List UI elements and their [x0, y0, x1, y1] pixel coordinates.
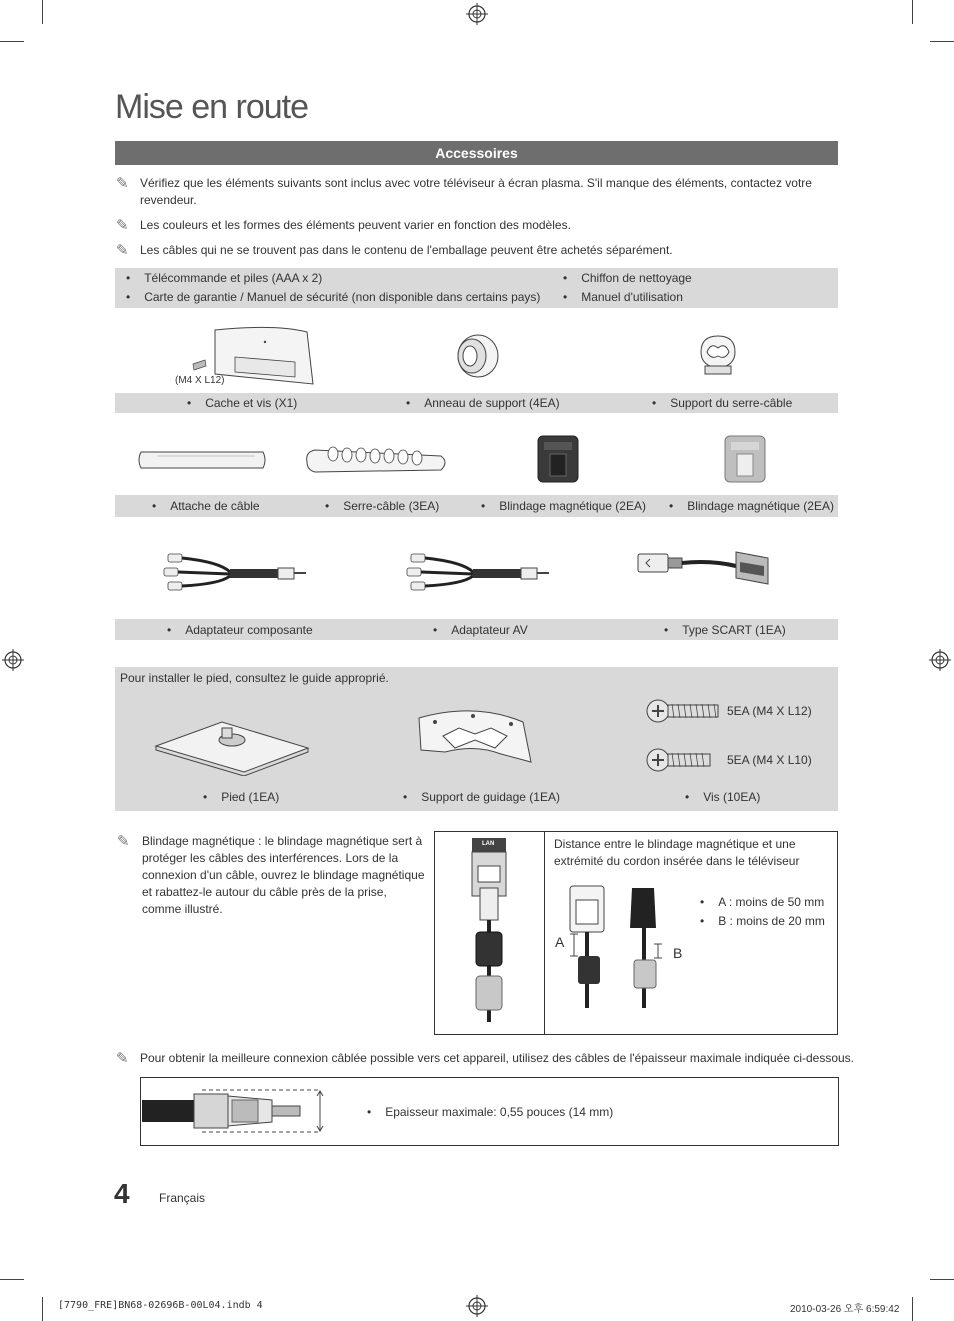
component-adapter-illustration	[160, 550, 310, 596]
screw-a-label: 5EA (M4 X L12)	[727, 704, 812, 718]
wire-clamp-illustration	[303, 440, 449, 476]
wire-holder-illustration	[693, 332, 743, 378]
note-text: Les câbles qui ne se trouvent pas dans le contenu de l'emballage peuvent être achetés séparément.	[140, 243, 673, 257]
list-item: • Pied (1EA)	[203, 790, 279, 804]
crop-mark	[42, 1297, 43, 1321]
pencil-note-icon: ✎	[116, 217, 129, 234]
footer-file-info: [7790_FRE]BN68-02696B-00L04.indb 4	[58, 1300, 263, 1311]
lan-label: LAN	[482, 841, 495, 847]
note-text: Les couleurs et les formes des éléments peuvent varier en fonction des modèles.	[140, 218, 571, 232]
list-item: • Epaisseur maximale: 0,55 pouces (14 mm)	[367, 1105, 613, 1119]
box-divider	[544, 831, 545, 1034]
lan-port-ferrite-illustration	[462, 836, 518, 1028]
crop-mark	[912, 1297, 913, 1321]
footer-language: Français	[159, 1191, 206, 1205]
note-text: Blindage magnétique : le blindage magnétique sert à protéger les câbles des interférences. Lors de la connexion d'un câble, ouvrez le blindage magnétique et rabattez-le autour du câble près de la prise, comme illustré.	[142, 834, 425, 916]
distance-diagram-illustration	[562, 884, 682, 1014]
list-item: • Vis (10EA)	[685, 790, 760, 804]
ferrite-core-gray-illustration	[723, 434, 767, 484]
note-text: Pour obtenir la meilleure connexion câblée possible vers cet appareil, utilisez des câbles de l'épaisseur maximale indiquée ci-dessous.	[140, 1051, 855, 1065]
list-item: • Type SCART (1EA)	[664, 623, 786, 637]
note-3	[116, 242, 836, 259]
pencil-note-icon: ✎	[116, 1050, 129, 1067]
registration-mark-icon	[2, 649, 24, 671]
note-1	[116, 175, 816, 209]
cable-plug-illustration	[142, 1086, 330, 1136]
crop-mark	[930, 1279, 954, 1280]
list-item: • Télécommande et piles (AAA x 2)	[126, 271, 322, 285]
list-item: • Support du serre-câble	[652, 396, 792, 410]
pencil-note-icon: ✎	[116, 242, 129, 259]
list-item: • Blindage magnétique (2EA)	[669, 499, 834, 513]
stand-base-illustration	[152, 718, 312, 776]
list-item: • Anneau de support (4EA)	[406, 396, 560, 410]
guide-stand-illustration	[415, 704, 535, 774]
screw-m4-l12-icon	[646, 696, 724, 726]
scart-adapter-illustration	[636, 544, 772, 592]
page-title: Mise en route	[115, 88, 308, 126]
section-header: Accessoires	[115, 141, 838, 165]
list-item: • Attache de câble	[152, 499, 260, 513]
list-item: • Cache et vis (X1)	[187, 396, 297, 410]
av-adapter-illustration	[403, 550, 553, 596]
crop-mark	[912, 0, 913, 24]
list-item: • Carte de garantie / Manuel de sécurité (non disponible dans certains pays)	[126, 290, 540, 304]
crop-mark	[0, 1279, 24, 1280]
list-item: • B : moins de 20 mm	[700, 914, 825, 928]
cable-tie-illustration	[137, 446, 269, 474]
list-item: • Blindage magnétique (2EA)	[481, 499, 646, 513]
note-text: Vérifiez que les éléments suivants sont inclus avec votre téléviseur à écran plasma. S'il manque des éléments, contactez votre revendeur.	[140, 176, 812, 207]
stand-intro: Pour installer le pied, consultez le guide approprié.	[120, 671, 389, 685]
registration-mark-icon	[466, 1295, 488, 1317]
list-item: • Serre-câble (3EA)	[325, 499, 439, 513]
crop-mark	[930, 41, 954, 42]
note-2	[116, 217, 816, 234]
footer-date-info: 2010-03-26 오후 6:59:42	[790, 1304, 900, 1315]
ferrite-note	[117, 833, 427, 918]
registration-mark-icon	[466, 3, 488, 25]
list-item: • Chiffon de nettoyage	[563, 271, 692, 285]
list-item: • Manuel d'utilisation	[563, 290, 683, 304]
label-b: B	[673, 945, 683, 961]
crop-mark	[0, 41, 24, 42]
holder-ring-illustration	[450, 333, 502, 379]
page-number: 4	[114, 1178, 130, 1209]
label-a: A	[555, 934, 565, 950]
list-item: • A : moins de 50 mm	[700, 895, 824, 909]
cable-note	[116, 1050, 855, 1067]
pencil-note-icon: ✎	[116, 175, 129, 192]
crop-mark	[42, 0, 43, 24]
list-item: • Support de guidage (1EA)	[403, 790, 560, 804]
screw-b-label: 5EA (M4 X L10)	[727, 753, 812, 767]
distance-title: Distance entre le blindage magnétique et une extrémité du cordon insérée dans le téléviseur	[554, 837, 800, 868]
screw-m4-l10-icon	[646, 745, 724, 775]
screw-size-label: (M4 X L12)	[175, 375, 225, 386]
list-item: • Adaptateur AV	[433, 623, 528, 637]
list-item: • Adaptateur composante	[167, 623, 313, 637]
ferrite-core-black-illustration	[536, 434, 580, 484]
registration-mark-icon	[929, 649, 951, 671]
pencil-note-icon: ✎	[117, 833, 130, 850]
